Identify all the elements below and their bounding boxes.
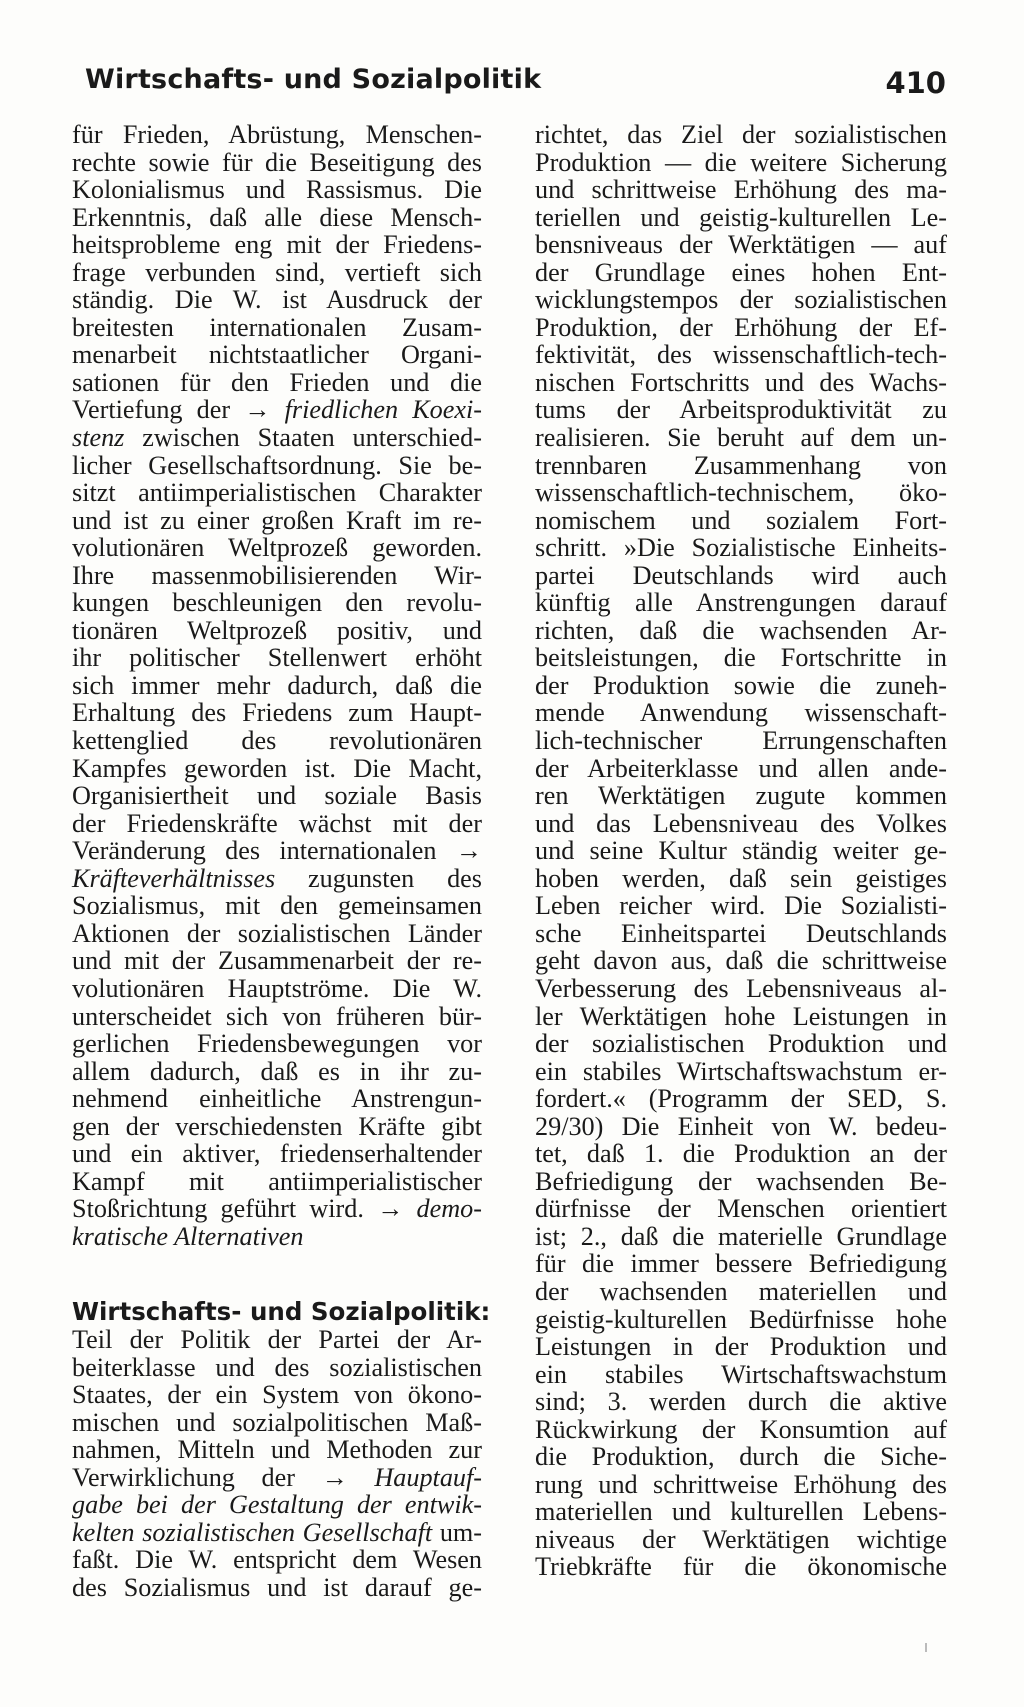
text-line: künftig alle Anstrengungen darauf <box>535 588 947 618</box>
text-line: richten, daß die wachsenden Ar- <box>535 615 947 645</box>
text-line: frage verbunden sind, vertieft sich <box>72 257 482 287</box>
text-line: und ein aktiver, friedenserhaltender <box>72 1139 482 1169</box>
text-line <box>72 1491 482 1519</box>
text-line: beiterklasse und des sozialistischen <box>72 1352 482 1382</box>
text-line: Staates, der ein System von ökono- <box>72 1380 482 1410</box>
text-line: und schrittweise Erhöhung des ma- <box>535 175 947 205</box>
text-line: gerlichen Friedensbewegungen vor <box>72 1029 482 1059</box>
text-line: menarbeit nichtstaatlicher Organi- <box>72 340 482 370</box>
text-line: ihr politischer Stellenwert erhöht <box>72 643 482 673</box>
text-line: tionären Weltprozeß positiv, und <box>72 615 482 645</box>
text-line: des Sozialismus und ist darauf ge- <box>72 1572 482 1602</box>
text-line: ler Werktätigen hohe Leistungen in <box>535 1001 947 1031</box>
text-line: nehmend einheitliche Anstrengun- <box>72 1084 482 1114</box>
text-line: und ist zu einer großen Kraft im re- <box>72 505 482 535</box>
text-line: der wachsenden materiellen und <box>535 1276 947 1306</box>
text-line: unterscheidet sich von früheren bür- <box>72 1001 482 1031</box>
cross-reference-link[interactable]: kratische Alternativen <box>72 1221 304 1251</box>
text-line: rung und schrittweise Erhöhung des <box>535 1469 947 1499</box>
text-line: sche Einheitspartei Deutschlands <box>535 918 947 948</box>
text-line: Ihre massenmobilisierenden Wir- <box>72 560 482 590</box>
text-line: kungen beschleunigen den revolu- <box>72 588 482 618</box>
text-line: der Arbeiterklasse und allen ande- <box>535 753 947 783</box>
text-line: allem dadurch, daß es in ihr zu- <box>72 1056 482 1086</box>
text-line: lich-technischer Errungenschaften <box>535 726 947 756</box>
text-line: und mit der Zusammenarbeit der re- <box>72 946 482 976</box>
text-line: volutionären Hauptströme. Die W. <box>72 973 482 1003</box>
text-line: wicklungstempos der sozialistischen <box>535 285 947 315</box>
text-line: partei Deutschlands wird auch <box>535 560 947 590</box>
text-line: kettenglied des revolutionären <box>72 726 482 756</box>
text-line: nahmen, Mitteln und Methoden zur <box>72 1435 482 1465</box>
text-line: Veränderung des internationalen → <box>72 836 482 866</box>
text-line: die Produktion, durch die Siche- <box>535 1442 947 1472</box>
text-line: Produktion, der Erhöhung der Ef- <box>535 312 947 342</box>
text-line: ist; 2., daß die materielle Grundlage <box>535 1221 947 1251</box>
scan-mark <box>925 1643 927 1652</box>
text-line: Organisiertheit und soziale Basis <box>72 781 482 811</box>
text-line: dürfnisse der Menschen orientiert <box>535 1194 947 1224</box>
text-line: Produktion — die weitere Sicherung <box>535 147 947 177</box>
text-line: Triebkräfte für die ökonomische <box>535 1552 947 1582</box>
text-line: bensniveaus der Werktätigen — auf <box>535 230 947 260</box>
text-line: ein stabiles Wirtschaftswachstum <box>535 1359 947 1389</box>
entry-paragraph <box>72 1297 491 1602</box>
text-line: stenz zwischen Staaten unterschied- <box>72 423 482 453</box>
text-line: Kolonialismus und Rassismus. Die <box>72 175 482 205</box>
paragraph-continuation <box>72 121 482 1250</box>
text-line: nomischem und sozialem Fort- <box>535 505 947 535</box>
cross-reference-link[interactable]: kelten sozialistischen Gesellschaft <box>72 1517 433 1547</box>
cross-reference-link[interactable]: Kräfteverhältnisses <box>72 863 276 893</box>
text-line: Teil der Politik der Partei der Ar- <box>72 1324 482 1354</box>
paragraph-continuation <box>535 121 947 1581</box>
text-line: ständig. Die W. ist Ausdruck der <box>72 285 482 315</box>
text-line: gen der verschiedensten Kräfte gibt <box>72 1111 482 1141</box>
text-line: der Friedenskräfte wächst mit der <box>72 808 482 838</box>
text-line: tet, daß 1. die Produktion an der <box>535 1139 947 1169</box>
text-line: volutionären Weltprozeß geworden. <box>72 533 482 563</box>
text-line: breitesten internationalen Zusam- <box>72 312 482 342</box>
text-line: ren Werktätigen zugute kommen <box>535 781 947 811</box>
text-line: teriellen und geistig-kulturellen Le- <box>535 202 947 232</box>
text-line: sind; 3. werden durch die aktive <box>535 1387 947 1417</box>
text-line: der Produktion sowie die zuneh- <box>535 670 947 700</box>
text-line: Aktionen der sozialistischen Länder <box>72 918 482 948</box>
text-line: Sozialismus, mit den gemeinsamen <box>72 891 482 921</box>
running-head: Wirtschafts- und Sozialpolitik <box>85 64 542 95</box>
text-line: materiellen und kulturellen Lebens- <box>535 1497 947 1527</box>
text-line: wissenschaftlich-technischem, öko- <box>535 478 947 508</box>
text-line: schritt. »Die Sozialistische Einheits- <box>535 533 947 563</box>
text-line: der sozialistischen Produktion und <box>535 1029 947 1059</box>
text-line: sitzt antiimperialistischen Charakter <box>72 478 482 508</box>
text-line: Befriedigung der wachsenden Be- <box>535 1166 947 1196</box>
text-line: Kampfes geworden ist. Die Macht, <box>72 753 482 783</box>
text-line: und das Lebensniveau des Volkes <box>535 808 947 838</box>
text-line: geistig-kulturellen Bedürfnisse hohe <box>535 1304 947 1334</box>
text-line: ein stabiles Wirtschaftswachstum er- <box>535 1056 947 1086</box>
text-line: Kräfteverhältnisses zugunsten des <box>72 863 482 893</box>
text-line: licher Gesellschaftsordnung. Sie be- <box>72 450 482 480</box>
text-line: mischen und sozialpolitischen Maß- <box>72 1407 482 1437</box>
entry-gap <box>72 1250 482 1298</box>
text-line: heitsprobleme eng mit der Friedens- <box>72 230 482 260</box>
text-line: fordert.« (Programm der SED, S. <box>535 1084 947 1114</box>
text-line: richtet, das Ziel der sozialistischen <box>535 120 947 149</box>
text-line: für Frieden, Abrüstung, Menschen- <box>72 120 482 149</box>
text-line <box>72 1223 482 1251</box>
cross-reference-link[interactable]: → demo- <box>377 1194 482 1224</box>
text-line: für die immer bessere Befriedigung <box>535 1249 947 1279</box>
text-line: nischen Fortschritts und des Wachs- <box>535 367 947 397</box>
text-line: Rückwirkung der Konsumtion auf <box>535 1414 947 1444</box>
text-line: mende Anwendung wissenschaft- <box>535 698 947 728</box>
text-line: kelten sozialistischen Gesellschaft um- <box>72 1517 483 1547</box>
text-line: Erhaltung des Friedens zum Haupt- <box>72 698 482 728</box>
text-line: hoben werden, daß sein geistiges <box>535 863 947 893</box>
text-line: faßt. Die W. entspricht dem Wesen <box>72 1545 482 1575</box>
text-line: sich immer mehr dadurch, daß die <box>72 670 482 700</box>
text-line: sationen für den Frieden und die <box>72 367 482 397</box>
text-line: trennbaren Zusammenhang von <box>535 450 947 480</box>
text-line <box>72 1297 491 1327</box>
text-line: beitsleistungen, die Fortschritte in <box>535 643 947 673</box>
text-line: 29/30) Die Einheit von W. bedeu- <box>535 1111 947 1141</box>
text-line: und seine Kultur ständig weiter ge- <box>535 836 947 866</box>
left-column <box>72 120 491 1602</box>
entry-heading: Wirtschafts- und Sozialpolitik: <box>72 1297 491 1327</box>
text-line: niveaus der Werktätigen wichtige <box>535 1524 947 1554</box>
text-line: Vertiefung der → friedlichen Koexi- <box>72 395 482 425</box>
text-line: Verwirklichung der → Hauptauf- <box>72 1462 483 1492</box>
text-line: fektivität, des wissenschaftlich-tech- <box>535 340 947 370</box>
cross-reference-link[interactable]: gabe bei der Gestaltung der entwik- <box>72 1490 482 1520</box>
text-line: Erkenntnis, daß alle diese Mensch- <box>72 202 482 232</box>
text-line: rechte sowie für die Beseitigung des <box>72 147 482 177</box>
text-line: Verbesserung des Lebensniveaus al- <box>535 973 947 1003</box>
cross-reference-link[interactable]: stenz <box>72 423 125 453</box>
text-line: Leistungen in der Produktion und <box>535 1332 947 1362</box>
text-line: Stoßrichtung geführt wird. → demo- <box>72 1194 482 1224</box>
cross-reference-link[interactable]: → Hauptauf- <box>321 1462 483 1492</box>
text-line: Leben reicher wird. Die Sozialisti- <box>535 891 947 921</box>
text-line: Kampf mit antiimperialistischer <box>72 1166 482 1196</box>
text-line: realisieren. Sie beruht auf dem un- <box>535 423 947 453</box>
text-line: geht davon aus, daß die schrittweise <box>535 946 947 976</box>
right-column <box>535 121 947 1581</box>
cross-reference-link[interactable]: → friedlichen Koexi- <box>244 395 482 425</box>
text-line: der Grundlage eines hohen Ent- <box>535 257 947 287</box>
text-line: tums der Arbeitsproduktivität zu <box>535 395 947 425</box>
page-number: 410 <box>885 66 946 100</box>
